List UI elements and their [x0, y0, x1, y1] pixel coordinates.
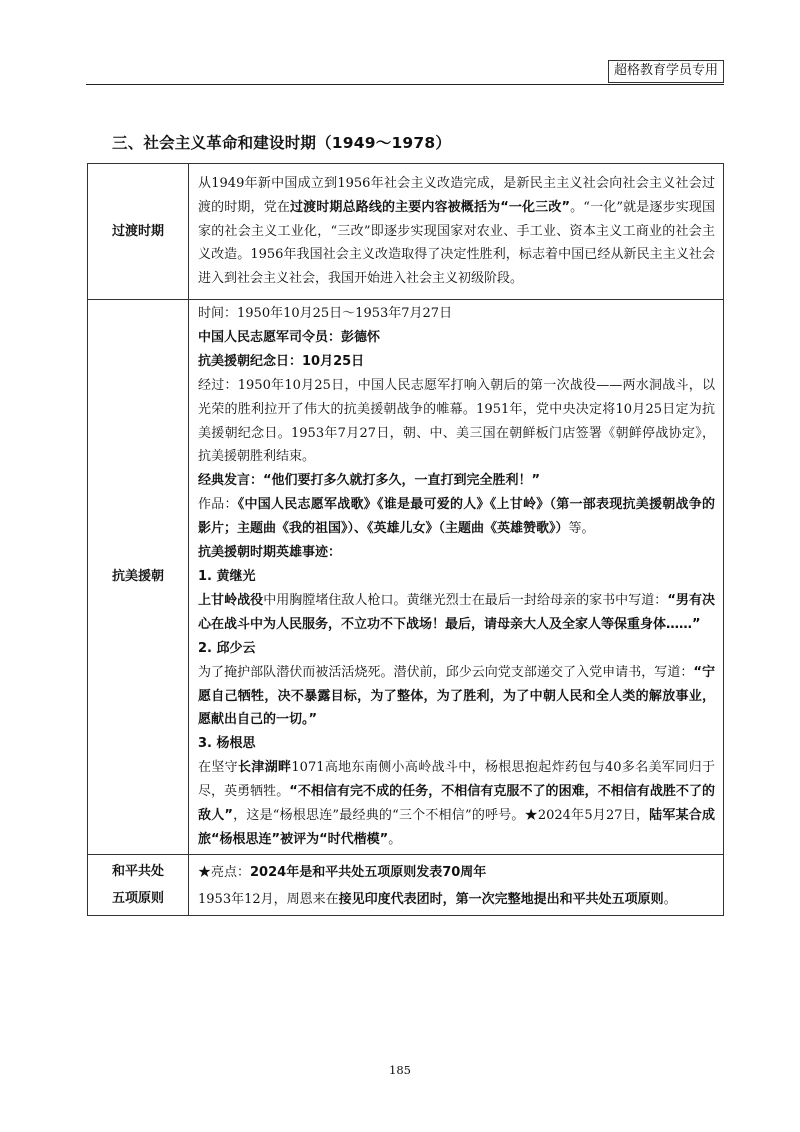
- detail-bold: 接见印度代表团时，第一次完整地提出和平共处五项原则: [338, 891, 664, 907]
- row-label-transition: 过渡时期: [88, 164, 189, 300]
- works-tail: 等。: [568, 521, 595, 537]
- detail-end: 。: [663, 891, 677, 907]
- korea-time: 时间：1950年10月25日～1953年7月27日: [198, 306, 453, 321]
- hero1-quote: “男有决心在战斗中为人民服务，不立功不下战场！最后，请母亲大人及全家人等保重身体……”: [198, 592, 715, 632]
- row-label-peace: [88, 854, 189, 915]
- korea-quote: 经典发言：“他们要打多久就打多久，一直打到完全胜利！”: [198, 473, 541, 489]
- row-label-korea: 抗美援朝: [88, 300, 189, 855]
- hero2-text: 为了掩护部队潜伏而被活活烧死。潜伏前，邱少云向党支部递交了入党申请书，写道：: [198, 664, 694, 680]
- section-title: 三、社会主义革命和建设时期（1949～1978）: [112, 134, 452, 152]
- content-table: [87, 163, 724, 916]
- transition-bold: 过渡时期总路线的主要内容被概括为“一化三改”: [289, 199, 571, 215]
- hero1-text: 中用胸膛堵住敌人枪口。黄继光烈士在最后一封给母亲的家书中写道：: [263, 592, 668, 608]
- heroes-title: 抗美援朝时期英雄事迹：: [198, 545, 342, 561]
- peace-highlight: [198, 859, 715, 886]
- hero3-text1: 在坚守: [198, 760, 239, 776]
- header-badge: 超格教育学员专用: [608, 60, 724, 83]
- korea-process: 经过：1950年10月25日，中国人民志愿军打响入朝后的第一次战役——两水洞战斗，以光荣的胜利拉开了伟大的抗美援朝战争的帷幕。1951年，党中央决定将10月25日定为抗美援朝纪念日。1953年7月27日，朝、中、美三国在朝鲜板门店签署《朝鲜停战协定》，抗美援朝胜利结束。: [198, 377, 715, 465]
- hero3-body: [198, 756, 715, 852]
- row-content-peace: [189, 854, 724, 915]
- hero2-quote: “宁愿自己牺牲，决不暴露目标，为了整体，为了胜利，为了中朝人民和全人类的解放事业，愿献出自己的一切。”: [198, 664, 715, 728]
- hero3-text3: ，这是“杨根思连”最经典的“三个不相信”的呼号。★2024年5月27日，: [232, 808, 650, 824]
- peace-label-line1: 和平共处: [111, 863, 164, 879]
- hero3-end: 。: [388, 831, 402, 847]
- transition-text: 从1949年新中国成立到1956年社会主义改造完成，是新民主主义社会向社会主义社会过渡的时期，党在: [198, 176, 715, 215]
- hero3-quote: “不相信有完不成的任务，不相信有克服不了的困难，不相信有战胜不了的敌人”: [198, 784, 715, 824]
- row-content-korea: [189, 300, 724, 855]
- transition-tail: 。“一化”就是逐步实现国家的社会主义工业化，“三改”即逐步实现国家对农业、手工业、资本主义工商业的社会主义改造。1956年我国社会主义改造取得了决定性胜利，标志着中国已经从新民主主义社会进入到社会主义社会，我国开始进入社会主义初级阶段。: [198, 199, 715, 287]
- hero1-battle: 上甘岭战役: [198, 592, 264, 608]
- hero3-honor: 陆军某合成旅“杨根思连”被评为“时代楷模”: [198, 808, 715, 847]
- table-row: [88, 300, 724, 855]
- hero2-body: [198, 661, 715, 733]
- highlight-prefix: ★亮点：: [198, 864, 251, 880]
- peace-detail: [198, 886, 715, 913]
- highlight-bold: 2024年是和平共处五项原则发表70周年: [250, 864, 487, 880]
- hero2-title: 2. 邱少云: [198, 640, 256, 656]
- hero1-body: [198, 589, 715, 637]
- works-prefix: 作品：: [198, 497, 238, 513]
- korea-commander: 中国人民志愿军司令员：彭德怀: [198, 329, 381, 345]
- works-bold: 《中国人民志愿军战歌》《谁是最可爱的人》《上甘岭》（第一部表现抗美援朝战争的影片；主题曲《我的祖国》）、《英雄儿女》（主题曲《英雄赞歌》: [198, 497, 715, 537]
- header-rule: [86, 84, 724, 85]
- table-row: [88, 854, 724, 915]
- peace-label-line2: 五项原则: [111, 890, 164, 906]
- hero1-title: 1. 黄继光: [198, 568, 256, 584]
- hero3-text2: 1071高地东南侧小高岭战斗中，杨根思抱起炸药包与40多名美军同归于尽，英勇牺牲。: [198, 760, 715, 800]
- korea-memorial: 抗美援朝纪念日：10月25日: [198, 353, 365, 369]
- detail-text: 1953年12月，周恩来在: [198, 891, 339, 907]
- hero3-place: 长津湖畔: [238, 760, 292, 776]
- korea-works: 作品：《中国人民志愿军战歌》《谁是最可爱的人》《上甘岭》（第一部表现抗美援朝战争的影片；主题曲《我的祖国》）、《英雄儿女》（主题曲《英雄赞歌》）等。: [198, 497, 715, 537]
- hero3-title: 3. 杨根思: [198, 736, 256, 752]
- table-row: [88, 164, 724, 300]
- page-number: 185: [389, 1063, 411, 1077]
- row-content-transition: [189, 164, 724, 300]
